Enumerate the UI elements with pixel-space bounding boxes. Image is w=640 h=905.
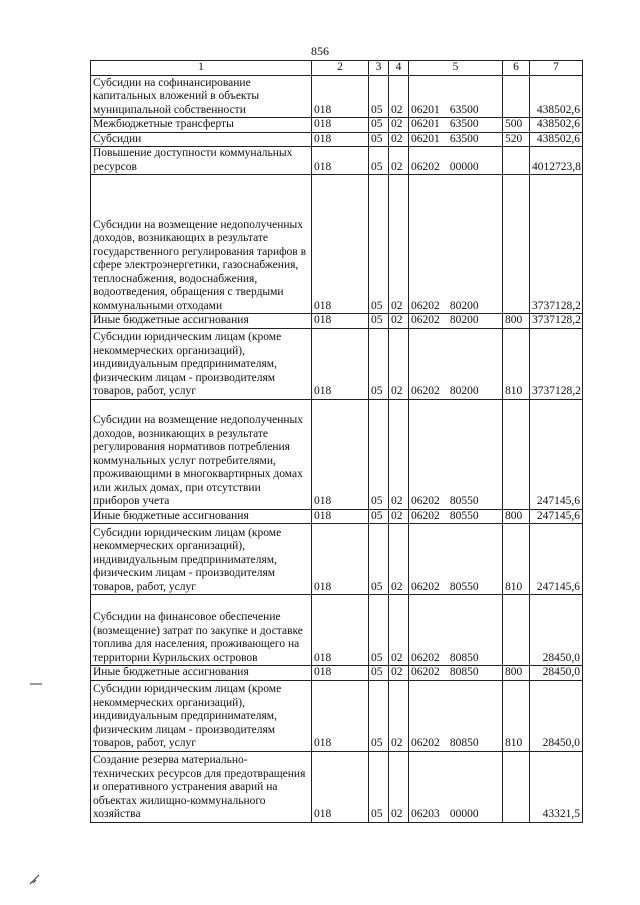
row-section: 05 <box>369 751 389 822</box>
row-csr-program: 06201 <box>411 103 440 116</box>
row-csr <box>409 751 503 822</box>
row-csr-direction: 80200 <box>449 299 479 312</box>
row-subsection: 02 <box>389 118 409 133</box>
row-vr <box>503 175 530 314</box>
row-csr-program: 06202 <box>411 299 440 312</box>
row-csr-program: 06202 <box>411 509 440 522</box>
row-vr: 810 <box>503 328 530 399</box>
table-body <box>91 76 583 823</box>
row-csr <box>409 328 503 399</box>
column-header-4: 4 <box>389 61 409 76</box>
row-csr-direction: 63500 <box>449 118 479 130</box>
row-amount: 247145,6 <box>530 509 583 524</box>
row-section: 05 <box>369 399 389 509</box>
row-vr <box>503 147 530 175</box>
row-ministry: 018 <box>312 666 369 681</box>
row-amount: 28450,0 <box>530 680 583 751</box>
row-vr: 500 <box>503 118 530 133</box>
row-csr <box>409 314 503 329</box>
row-csr <box>409 147 503 175</box>
table-row <box>91 175 583 314</box>
row-ministry: 018 <box>312 680 369 751</box>
row-csr <box>409 524 503 595</box>
page-number: 856 <box>311 44 329 58</box>
row-subsection: 02 <box>389 524 409 595</box>
column-header-2: 2 <box>312 61 369 76</box>
table-row <box>91 524 583 595</box>
row-name: Иные бюджетные ассигнования <box>91 666 312 681</box>
row-amount: 4012723,8 <box>530 147 583 175</box>
row-name: Субсидии на возмещение недополученных доходов, возникающих в результате регулирования нормативов потребления коммунальных услуг потребителями, проживающими в многоквартирных домах или жилых домах, при отсутствии приборов учета <box>91 399 312 509</box>
row-csr <box>409 118 503 133</box>
row-csr-direction: 80550 <box>449 509 479 522</box>
row-section: 05 <box>369 147 389 175</box>
row-name: Повышение доступности коммунальных ресурсов <box>91 147 312 175</box>
row-amount: 28450,0 <box>530 666 583 681</box>
row-name: Субсидии юридическим лицам (кроме некоммерческих организаций), индивидуальным предпринимателям, физическим лицам - производителям товаров, работ, услуг <box>91 328 312 399</box>
table-row <box>91 595 583 666</box>
table-row <box>91 132 583 147</box>
row-csr <box>409 680 503 751</box>
table-row <box>91 328 583 399</box>
row-name: Субсидии <box>91 132 312 147</box>
row-subsection: 02 <box>389 314 409 329</box>
row-amount: 3737128,2 <box>530 314 583 329</box>
row-csr-direction: 00000 <box>449 160 479 173</box>
row-csr <box>409 595 503 666</box>
column-header-5: 5 <box>409 61 503 76</box>
row-vr <box>503 399 530 509</box>
row-csr <box>409 399 503 509</box>
table-row <box>91 666 583 681</box>
row-vr: 810 <box>503 524 530 595</box>
row-csr-program: 06202 <box>411 666 440 678</box>
row-ministry: 018 <box>312 132 369 147</box>
row-csr-direction: 80850 <box>449 651 479 664</box>
row-subsection: 02 <box>389 595 409 666</box>
row-csr-program: 06201 <box>411 118 440 130</box>
budget-table <box>90 60 583 823</box>
row-ministry: 018 <box>312 118 369 133</box>
column-header-3: 3 <box>369 61 389 76</box>
table-row <box>91 751 583 822</box>
row-amount: 247145,6 <box>530 524 583 595</box>
row-name: Иные бюджетные ассигнования <box>91 509 312 524</box>
row-csr-direction: 80550 <box>449 495 479 507</box>
row-name: Создание резерва материально-технических ресурсов для предотвращения и оперативного устранения аварий на объектах жилищно-коммунального хозяйства <box>91 751 312 822</box>
row-section: 05 <box>369 175 389 314</box>
row-subsection: 02 <box>389 328 409 399</box>
row-csr <box>409 175 503 314</box>
row-section: 05 <box>369 328 389 399</box>
row-csr-program: 06202 <box>411 314 440 326</box>
row-ministry: 018 <box>312 595 369 666</box>
row-subsection: 02 <box>389 751 409 822</box>
table-row <box>91 118 583 133</box>
row-csr-direction: 63500 <box>449 132 479 145</box>
table-row <box>91 680 583 751</box>
row-csr <box>409 509 503 524</box>
row-amount: 3737128,2 <box>530 328 583 399</box>
table-row <box>91 399 583 509</box>
row-csr-program: 06202 <box>411 651 440 664</box>
row-vr <box>503 751 530 822</box>
row-amount: 438502,6 <box>530 132 583 147</box>
row-csr-direction: 80200 <box>449 385 479 397</box>
row-ministry: 018 <box>312 399 369 509</box>
row-ministry: 018 <box>312 314 369 329</box>
row-vr: 800 <box>503 666 530 681</box>
row-vr: 800 <box>503 314 530 329</box>
row-ministry: 018 <box>312 76 369 118</box>
row-csr-program: 06202 <box>411 580 440 593</box>
row-csr <box>409 76 503 118</box>
row-ministry: 018 <box>312 328 369 399</box>
row-name: Субсидии на софинансирование капитальных вложений в объекты муниципальной собственности <box>91 76 312 118</box>
row-csr-direction: 63500 <box>449 103 479 116</box>
row-csr <box>409 132 503 147</box>
row-subsection: 02 <box>389 132 409 147</box>
row-subsection: 02 <box>389 76 409 118</box>
row-amount: 438502,6 <box>530 118 583 133</box>
row-csr-direction: 80200 <box>449 314 479 326</box>
row-csr-program: 06202 <box>411 160 440 173</box>
row-subsection: 02 <box>389 666 409 681</box>
row-csr-program: 06202 <box>411 495 440 507</box>
column-header-7: 7 <box>530 61 583 76</box>
table-row <box>91 314 583 329</box>
row-section: 05 <box>369 666 389 681</box>
table-row <box>91 76 583 118</box>
row-name: Межбюджетные трансферты <box>91 118 312 133</box>
row-ministry: 018 <box>312 751 369 822</box>
row-section: 05 <box>369 118 389 133</box>
row-vr <box>503 595 530 666</box>
scan-mark <box>28 872 42 886</box>
row-csr-direction: 00000 <box>449 808 479 820</box>
scan-mark <box>30 683 42 685</box>
row-csr-direction: 80850 <box>449 666 479 678</box>
row-amount: 3737128,2 <box>530 175 583 314</box>
row-amount: 438502,6 <box>530 76 583 118</box>
row-vr: 810 <box>503 680 530 751</box>
row-csr-program: 06201 <box>411 132 440 145</box>
row-subsection: 02 <box>389 399 409 509</box>
row-vr <box>503 76 530 118</box>
row-section: 05 <box>369 314 389 329</box>
row-csr-direction: 80550 <box>449 580 479 593</box>
row-ministry: 018 <box>312 524 369 595</box>
row-subsection: 02 <box>389 147 409 175</box>
row-section: 05 <box>369 132 389 147</box>
row-name: Иные бюджетные ассигнования <box>91 314 312 329</box>
row-ministry: 018 <box>312 147 369 175</box>
row-name: Субсидии юридическим лицам (кроме некоммерческих организаций), индивидуальным предпринимателям, физическим лицам - производителям товаров, работ, услуг <box>91 524 312 595</box>
table-header-row <box>91 61 583 76</box>
row-csr-direction: 80850 <box>449 737 479 749</box>
row-ministry: 018 <box>312 509 369 524</box>
row-amount: 247145,6 <box>530 399 583 509</box>
row-ministry: 018 <box>312 175 369 314</box>
row-csr-program: 06203 <box>411 808 440 820</box>
table-row <box>91 509 583 524</box>
row-section: 05 <box>369 524 389 595</box>
row-section: 05 <box>369 680 389 751</box>
row-section: 05 <box>369 509 389 524</box>
column-header-1: 1 <box>91 61 312 76</box>
row-name: Субсидии на финансовое обеспечение (возмещение) затрат по закупке и доставке топлива для населения, проживающего на территории Курильских островов <box>91 595 312 666</box>
row-amount: 28450,0 <box>530 595 583 666</box>
row-name: Субсидии на возмещение недополученных доходов, возникающих в результате государственного регулирования тарифов в сфере электроэнергетики, газоснабжения, теплоснабжения, водоснабжения, водоотведения, обращения с твердыми коммунальными отходами <box>91 175 312 314</box>
row-subsection: 02 <box>389 509 409 524</box>
row-csr-program: 06202 <box>411 385 440 397</box>
row-subsection: 02 <box>389 175 409 314</box>
column-header-6: 6 <box>503 61 530 76</box>
row-csr <box>409 666 503 681</box>
row-vr: 800 <box>503 509 530 524</box>
row-name: Субсидии юридическим лицам (кроме некоммерческих организаций), индивидуальным предпринимателям, физическим лицам - производителям товаров, работ, услуг <box>91 680 312 751</box>
table-row <box>91 147 583 175</box>
row-amount: 43321,5 <box>530 751 583 822</box>
row-vr: 520 <box>503 132 530 147</box>
row-section: 05 <box>369 76 389 118</box>
row-section: 05 <box>369 595 389 666</box>
row-csr-program: 06202 <box>411 737 440 749</box>
row-subsection: 02 <box>389 680 409 751</box>
